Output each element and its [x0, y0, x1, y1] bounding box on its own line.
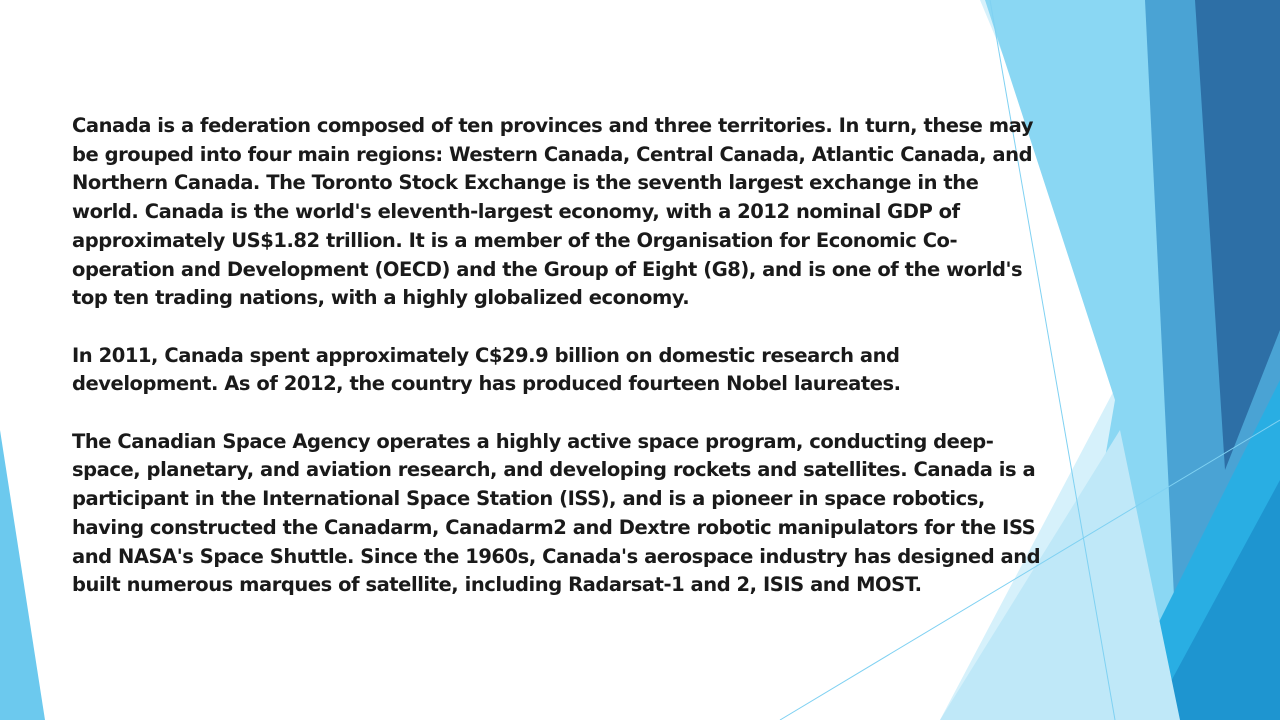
paragraph-economy: Canada is a federation composed of ten provinces and three territories. In turn, these may be grouped into four main regions: Western Canada, Central Canada, Atlantic Canada, and Northern Canada. The Toronto Stock Exchange is the seventh largest exchange in the world. Canada is the world's eleventh-largest economy, with a 2012 nominal GDP of approximately US$1.82 trillion. It is a member of the Organisation for Economic Co-operation and Development (OECD) and the Group of Eight (G8), and is one of the world's top ten trading nations, with a highly globalized economy. — [72, 114, 1034, 310]
paragraph-space-agency: The Canadian Space Agency operates a highly active space program, conducting deep-space, planetary, and aviation research, and developing rockets and satellites. Canada is a participant in the International Space Station (ISS), and is a pioneer in space robotics, having constructed the Canadarm, Canadarm2 and Dextre robotic manipulators for the ISS and NASA's Space Shuttle. Since the 1960s, Canada's aerospace industry has designed and built numerous marques of satellite, including Radarsat-1 and 2, ISIS and MOST. — [72, 429, 1041, 597]
paragraph-research: In 2011, Canada spent approximately C$29.9 billion on domestic research and development. As of 2012, the country has produced fourteen Nobel laureates. — [72, 343, 901, 396]
left-accent-shape — [0, 430, 45, 720]
slide-body-text — [72, 112, 1047, 629]
